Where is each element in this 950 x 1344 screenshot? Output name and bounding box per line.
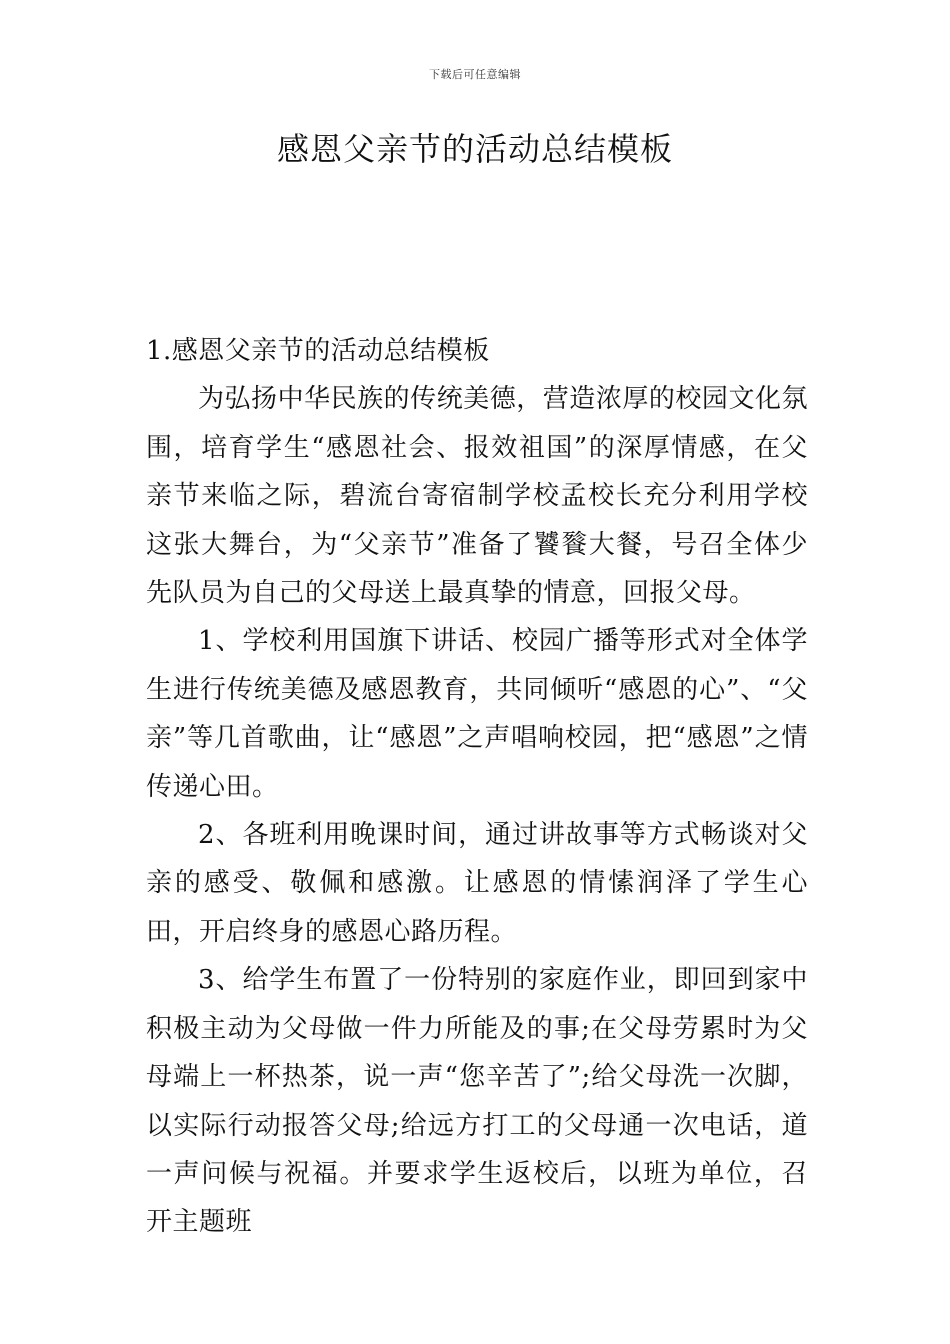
document-body	[146, 327, 808, 1247]
paragraph-intro: 为弘扬中华民族的传统美德，营造浓厚的校园文化氛围，培育学生“感恩社会、报效祖国”的深厚情感，在父亲节来临之际，碧流台寄宿制学校孟校长充分利用学校这张大舞台，为“父亲节”准备了饕餮大餐，号召全体少先队员为自己的父母送上最真挚的情意，回报父母。	[146, 384, 808, 609]
paragraph-item-3: 3、给学生布置了一份特别的家庭作业，即回到家中积极主动为父母做一件力所能及的事;在父母劳累时为父母端上一杯热茶，说一声“您辛苦了”;给父母洗一次脚，以实际行动报答父母;给远方打工的父母通一次电话，道一声问候与祝福。并要求学生返校后，以班为单位，召开主题班	[146, 965, 808, 1238]
section-heading: 1.感恩父亲节的活动总结模板	[146, 336, 490, 366]
document-title: 感恩父亲节的活动总结模板	[276, 130, 673, 168]
download-note: 下载后可任意编辑	[429, 68, 521, 81]
paragraph-item-1: 1、学校利用国旗下讲话、校园广播等形式对全体学生进行传统美德及感恩教育，共同倾听“感恩的心”、“父亲”等几首歌曲，让“感恩”之声唱响校园，把“感恩”之情传递心田。	[146, 626, 808, 802]
paragraph-item-2: 2、各班利用晚课时间，通过讲故事等方式畅谈对父亲的感受、敬佩和感激。让感恩的情愫润泽了学生心田，开启终身的感恩心路历程。	[146, 820, 808, 947]
